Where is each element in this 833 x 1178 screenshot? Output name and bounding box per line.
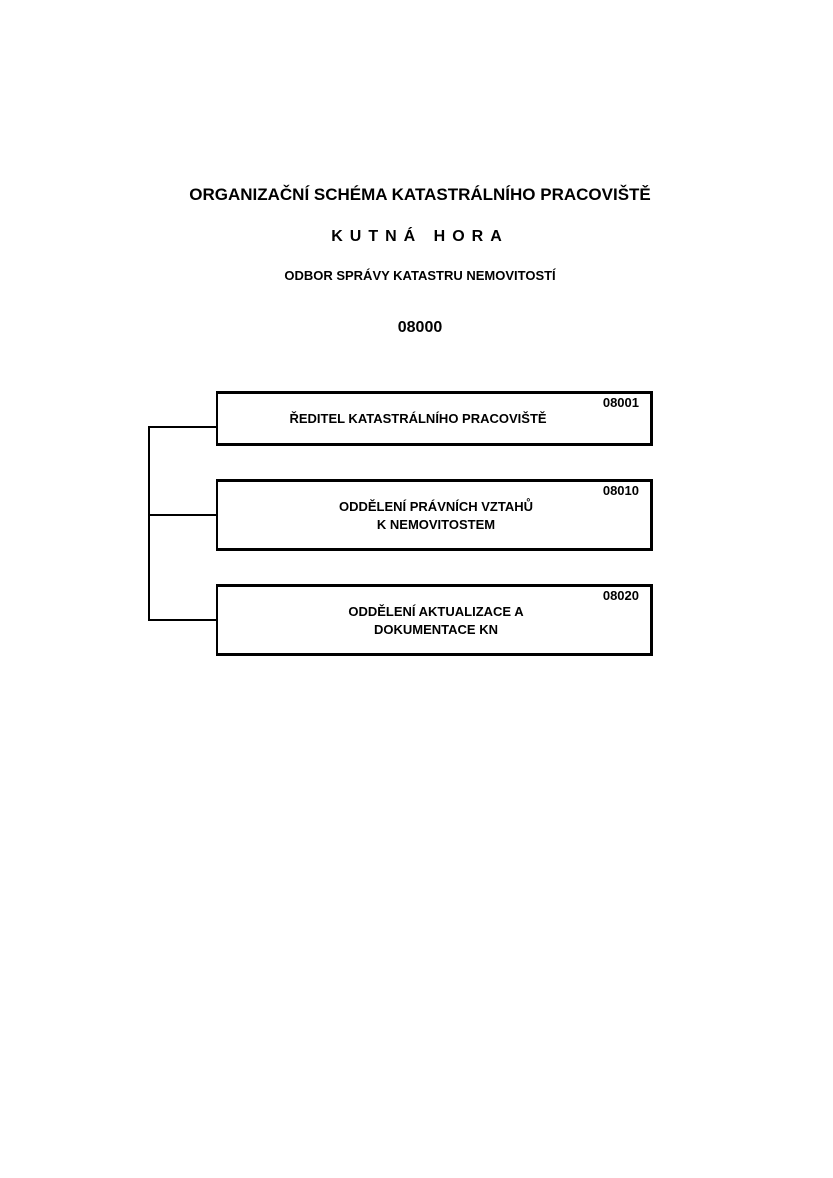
unit-label <box>218 410 618 428</box>
department-name: ODBOR SPRÁVY KATASTRU NEMOVITOSTÍ <box>284 268 556 283</box>
unit-label <box>218 603 654 639</box>
connector-branch <box>148 426 218 428</box>
unit-code: 08010 <box>602 483 639 498</box>
unit-code: 08020 <box>602 588 639 603</box>
unit-box-director <box>216 391 653 446</box>
unit-label-line: DOKUMENTACE KN <box>374 622 498 637</box>
connector-branch <box>148 619 218 621</box>
connector-trunk <box>148 426 150 621</box>
unit-box-legal-relations <box>216 479 653 551</box>
unit-code: 08001 <box>602 395 639 410</box>
unit-box-updates-documentation <box>216 584 653 656</box>
chart-title: ORGANIZAČNÍ SCHÉMA KATASTRÁLNÍHO PRACOVIŠTĚ <box>189 185 651 204</box>
unit-label <box>218 498 654 534</box>
unit-label-line: ŘEDITEL KATASTRÁLNÍHO PRACOVIŠTĚ <box>289 411 547 426</box>
unit-label-line: K NEMOVITOSTEM <box>376 517 496 532</box>
department-code: 08000 <box>397 319 443 336</box>
unit-label-line: ODDĚLENÍ PRÁVNÍCH VZTAHŮ <box>338 499 534 514</box>
connector-branch <box>148 514 218 516</box>
city-name: KUTNÁ HORA <box>331 228 509 245</box>
unit-label-line: ODDĚLENÍ AKTUALIZACE A <box>348 604 524 619</box>
